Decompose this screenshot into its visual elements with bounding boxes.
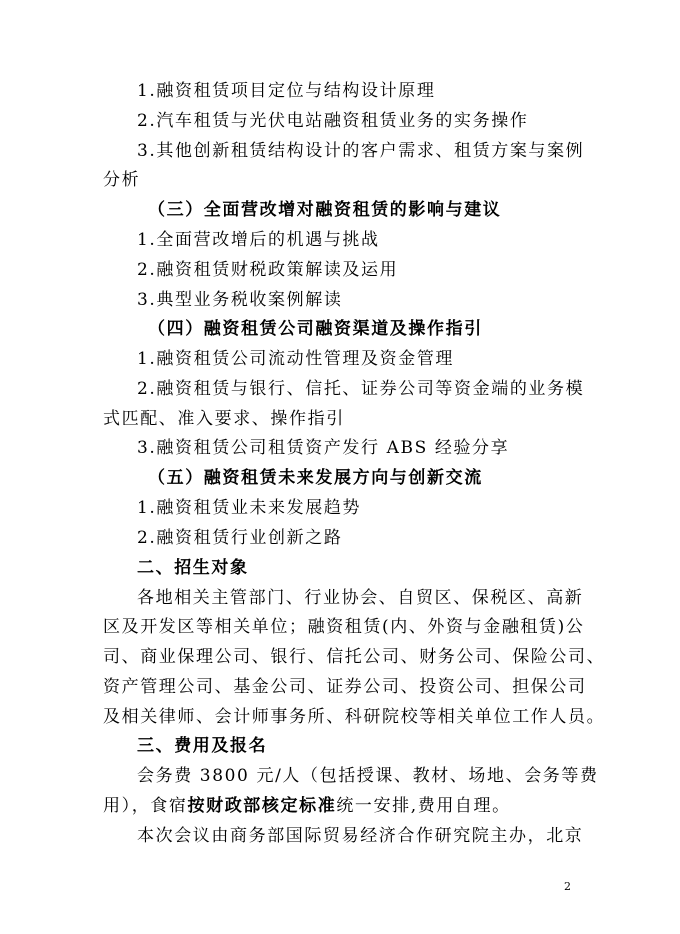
paragraph-line: 资产管理公司、基金公司、证券公司、投资公司、担保公司 [103,677,587,697]
section-heading: 三、费用及报名 [137,736,268,756]
paragraph-line: 会务费 3800 元/人（包括授课、教材、场地、会务等费 [137,766,599,786]
subsection-heading: （五）融资租赁未来发展方向与创新交流 [148,468,483,488]
list-item: 2.汽车租赁与光伏电站融资租赁业务的实务操作 [137,111,529,131]
paragraph-line: 及相关律师、会计师事务所、科研院校等相关单位工作人员。 [103,707,606,727]
list-item: 3.典型业务税收案例解读 [137,290,343,310]
section-heading: 二、招生对象 [137,558,249,578]
subsection-heading: （四）融资租赁公司融资渠道及操作指引 [148,319,483,339]
paragraph-line: 各地相关主管部门、行业协会、自贸区、保税区、高新 [137,588,584,608]
subsection-heading: （三）全面营改增对融资租赁的影响与建议 [148,200,502,220]
paragraph-line [103,795,581,817]
list-item: 3.融资租赁公司租赁资产发行 ABS 经验分享 [137,438,510,458]
bold-text-run: 按财政部核定标准 [187,796,337,816]
paragraph-line: 区及开发区等相关单位；融资租赁(内、外资与金融租赁)公 [103,617,585,637]
paragraph-line: 司、商业保理公司、银行、信托公司、财务公司、保险公司、 [103,647,606,667]
text-run: 用），食宿 [103,796,188,816]
list-item: 1.融资租赁业未来发展趋势 [137,498,362,518]
list-item-continuation: 式匹配、准入要求、操作指引 [103,409,345,429]
list-item: 1.全面营改增后的机遇与挑战 [137,230,380,250]
list-item: 2.融资租赁财税政策解读及运用 [137,260,399,280]
page-number: 2 [564,880,571,893]
list-item: 1.融资租赁项目定位与结构设计原理 [137,81,436,101]
list-item: 1.融资租赁公司流动性管理及资金管理 [137,349,455,369]
paragraph-line: 本次会议由商务部国际贸易经济合作研究院主办，北京 [137,826,584,846]
list-item: 3.其他创新租赁结构设计的客户需求、租赁方案与案例 [137,141,585,161]
list-item: 2.融资租赁行业创新之路 [137,528,343,548]
text-run: 统一安排,费用自理。 [336,796,511,816]
list-item: 2.融资租赁与银行、信托、证券公司等资金端的业务模 [137,379,585,399]
list-item-continuation: 分析 [103,170,141,190]
